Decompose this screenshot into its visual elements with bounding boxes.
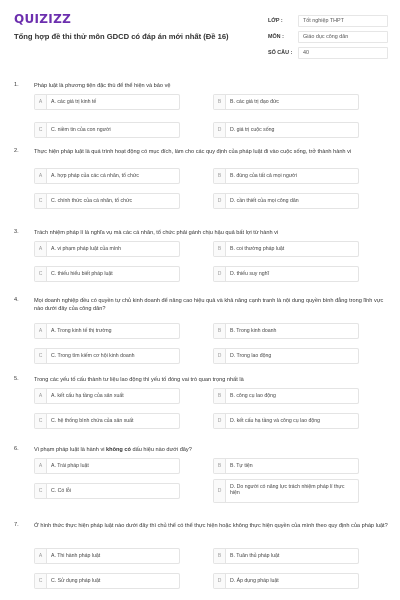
option-letter: A xyxy=(35,389,47,403)
option-b[interactable] xyxy=(213,323,359,339)
option-text: D. giá trị cuộc sống xyxy=(230,127,275,133)
meta-panel xyxy=(268,13,388,61)
option-c[interactable] xyxy=(34,483,180,499)
option-letter: D xyxy=(214,123,226,137)
option-a[interactable] xyxy=(34,548,180,564)
option-letter: D xyxy=(214,574,226,588)
option-a[interactable] xyxy=(34,241,180,257)
option-letter: C xyxy=(35,484,47,498)
question-text: Ở hình thức thực hiện pháp luật nào dưới đây thì chủ thể có thể thực hiện hoặc không thực hiện quyền của mình theo quy định của pháp luật? xyxy=(34,523,388,529)
option-c[interactable] xyxy=(34,122,180,138)
option-text: A. Trong kinh tế thị trường xyxy=(51,328,112,334)
option-letter: A xyxy=(35,324,47,338)
option-text: B. đúng của tất cả mọi người xyxy=(230,173,297,179)
option-text: C. Có lỗi xyxy=(51,488,71,494)
question-text: Trách nhiệm pháp lí là nghĩa vụ mà các cá nhân, tổ chức phải gánh chịu hậu quả bất lợi từ hành vi xyxy=(34,230,279,236)
option-letter: A xyxy=(35,242,47,256)
option-d[interactable] xyxy=(213,266,359,282)
meta-row-subject xyxy=(268,29,388,45)
option-a[interactable] xyxy=(34,458,180,474)
meta-value: Giáo dục công dân xyxy=(298,31,388,43)
option-letter: B xyxy=(214,242,226,256)
option-text: B. Tự tiện xyxy=(230,463,253,469)
quizizz-logo: QUIZIZZ xyxy=(14,12,72,26)
option-d[interactable] xyxy=(213,479,359,503)
option-text: D. cần thiết của mọi công dân xyxy=(230,198,299,204)
question-text-part: dấu hiệu nào dưới đây? xyxy=(130,447,192,453)
option-text: C. chính thức của cá nhân, tổ chức xyxy=(51,198,133,204)
meta-value: 40 xyxy=(298,47,388,59)
option-c[interactable] xyxy=(34,266,180,282)
option-c[interactable] xyxy=(34,348,180,364)
document-header xyxy=(0,0,400,66)
option-text: A. vi phạm pháp luật của mình xyxy=(51,246,122,252)
question-number: 5. xyxy=(14,376,19,382)
option-text: B. Trong kinh doanh xyxy=(230,328,277,334)
option-letter: B xyxy=(214,95,226,109)
option-text: D. kết cấu hạ tầng và công cụ lao động xyxy=(230,418,320,424)
option-letter: A xyxy=(35,549,47,563)
option-b[interactable] xyxy=(213,94,359,110)
option-text: D. thiếu suy nghĩ xyxy=(230,271,269,277)
option-b[interactable] xyxy=(213,458,359,474)
option-b[interactable] xyxy=(213,548,359,564)
question-number: 4. xyxy=(14,297,19,303)
meta-row-grade xyxy=(268,13,388,29)
option-d[interactable] xyxy=(213,413,359,429)
option-text: A. Thi hành pháp luật xyxy=(51,553,101,559)
question-text-emphasis: không có xyxy=(106,447,131,453)
option-letter: D xyxy=(214,267,226,281)
option-text: C. hệ thống bình chứa của sản xuất xyxy=(51,418,134,424)
option-text: C. Trong tìm kiếm cơ hội kinh doanh xyxy=(51,353,135,359)
question-text xyxy=(34,446,390,454)
option-text: B. công cụ lao động xyxy=(230,393,276,399)
option-c[interactable] xyxy=(34,413,180,429)
meta-key: LỚP : xyxy=(268,18,283,24)
option-d[interactable] xyxy=(213,348,359,364)
option-d[interactable] xyxy=(213,122,359,138)
option-text: D. Áp dụng pháp luật xyxy=(230,578,279,584)
option-letter: B xyxy=(214,459,226,473)
option-letter: D xyxy=(214,194,226,208)
option-text: B. Tuân thủ pháp luật xyxy=(230,553,280,559)
question-text-part: Vi phạm pháp luật là hành vi xyxy=(34,447,107,453)
question-number: 7. xyxy=(14,522,19,528)
option-letter: D xyxy=(214,480,226,502)
option-letter: B xyxy=(214,169,226,183)
question-number: 2. xyxy=(14,148,19,154)
option-d[interactable] xyxy=(213,573,359,589)
option-letter: D xyxy=(214,349,226,363)
option-text: A. Trái pháp luật xyxy=(51,463,89,469)
option-a[interactable] xyxy=(34,94,180,110)
meta-value: Tốt nghiệp THPT xyxy=(298,15,388,27)
option-letter: D xyxy=(214,414,226,428)
option-letter: C xyxy=(35,574,47,588)
question-text: Trong các yếu tố cấu thành tư liệu lao động thì yếu tố đóng vai trò quan trọng nhất là xyxy=(34,377,244,383)
option-letter: A xyxy=(35,459,47,473)
option-letter: C xyxy=(35,349,47,363)
option-c[interactable] xyxy=(34,573,180,589)
option-text: A. hợp pháp của các cá nhân, tổ chức xyxy=(51,173,139,179)
meta-row-count xyxy=(268,45,388,61)
option-a[interactable] xyxy=(34,168,180,184)
document-title: Tổng hợp đề thi thử môn GDCD có đáp án mới nhất (Đề 16) xyxy=(14,32,229,41)
option-letter: A xyxy=(35,169,47,183)
option-d[interactable] xyxy=(213,193,359,209)
question-text: Mọi doanh nghiệp đều có quyền tự chủ kinh doanh để nâng cao hiệu quả và khả năng cạnh tranh là nội dung quyền bình đẳng trong lĩnh vực nào dưới đây của công dân? xyxy=(34,298,384,313)
question-text: Pháp luật là phương tiện đặc thù để thể hiện và bảo vệ xyxy=(34,83,171,89)
option-c[interactable] xyxy=(34,193,180,209)
option-letter: B xyxy=(214,324,226,338)
option-b[interactable] xyxy=(213,388,359,404)
question-text: Thực hiện pháp luật là quá trình hoạt động có mục đích, làm cho các quy định của pháp luật đi vào cuộc sống, trở thành hành vi xyxy=(34,149,352,155)
question-number: 1. xyxy=(14,82,19,88)
meta-key: MÔN : xyxy=(268,34,284,40)
option-text: C. thiếu hiểu biết pháp luật xyxy=(51,271,113,277)
option-text: D. Trong lao động xyxy=(230,353,272,359)
option-b[interactable] xyxy=(213,241,359,257)
option-letter: B xyxy=(214,389,226,403)
option-text: A. các giá trị kinh tế xyxy=(51,99,97,105)
option-text: B. coi thường pháp luật xyxy=(230,246,285,252)
option-letter: B xyxy=(214,549,226,563)
option-a[interactable] xyxy=(34,388,180,404)
question-number: 6. xyxy=(14,446,19,452)
option-text: A. kết cấu hạ tầng của sản xuất xyxy=(51,393,124,399)
question-number: 3. xyxy=(14,229,19,235)
option-letter: C xyxy=(35,414,47,428)
option-b[interactable] xyxy=(213,168,359,184)
option-text: C. Sử dụng pháp luật xyxy=(51,578,101,584)
option-text: D. Do người có năng lực trách nhiệm pháp lí thực hiện xyxy=(230,484,345,497)
option-letter: C xyxy=(35,194,47,208)
option-a[interactable] xyxy=(34,323,180,339)
option-letter: A xyxy=(35,95,47,109)
option-text: B. các giá trị đạo đức xyxy=(230,99,280,105)
option-letter: C xyxy=(35,123,47,137)
option-letter: C xyxy=(35,267,47,281)
option-text: C. niềm tin của con người xyxy=(51,127,111,133)
meta-key: SỐ CÂU : xyxy=(268,50,293,56)
